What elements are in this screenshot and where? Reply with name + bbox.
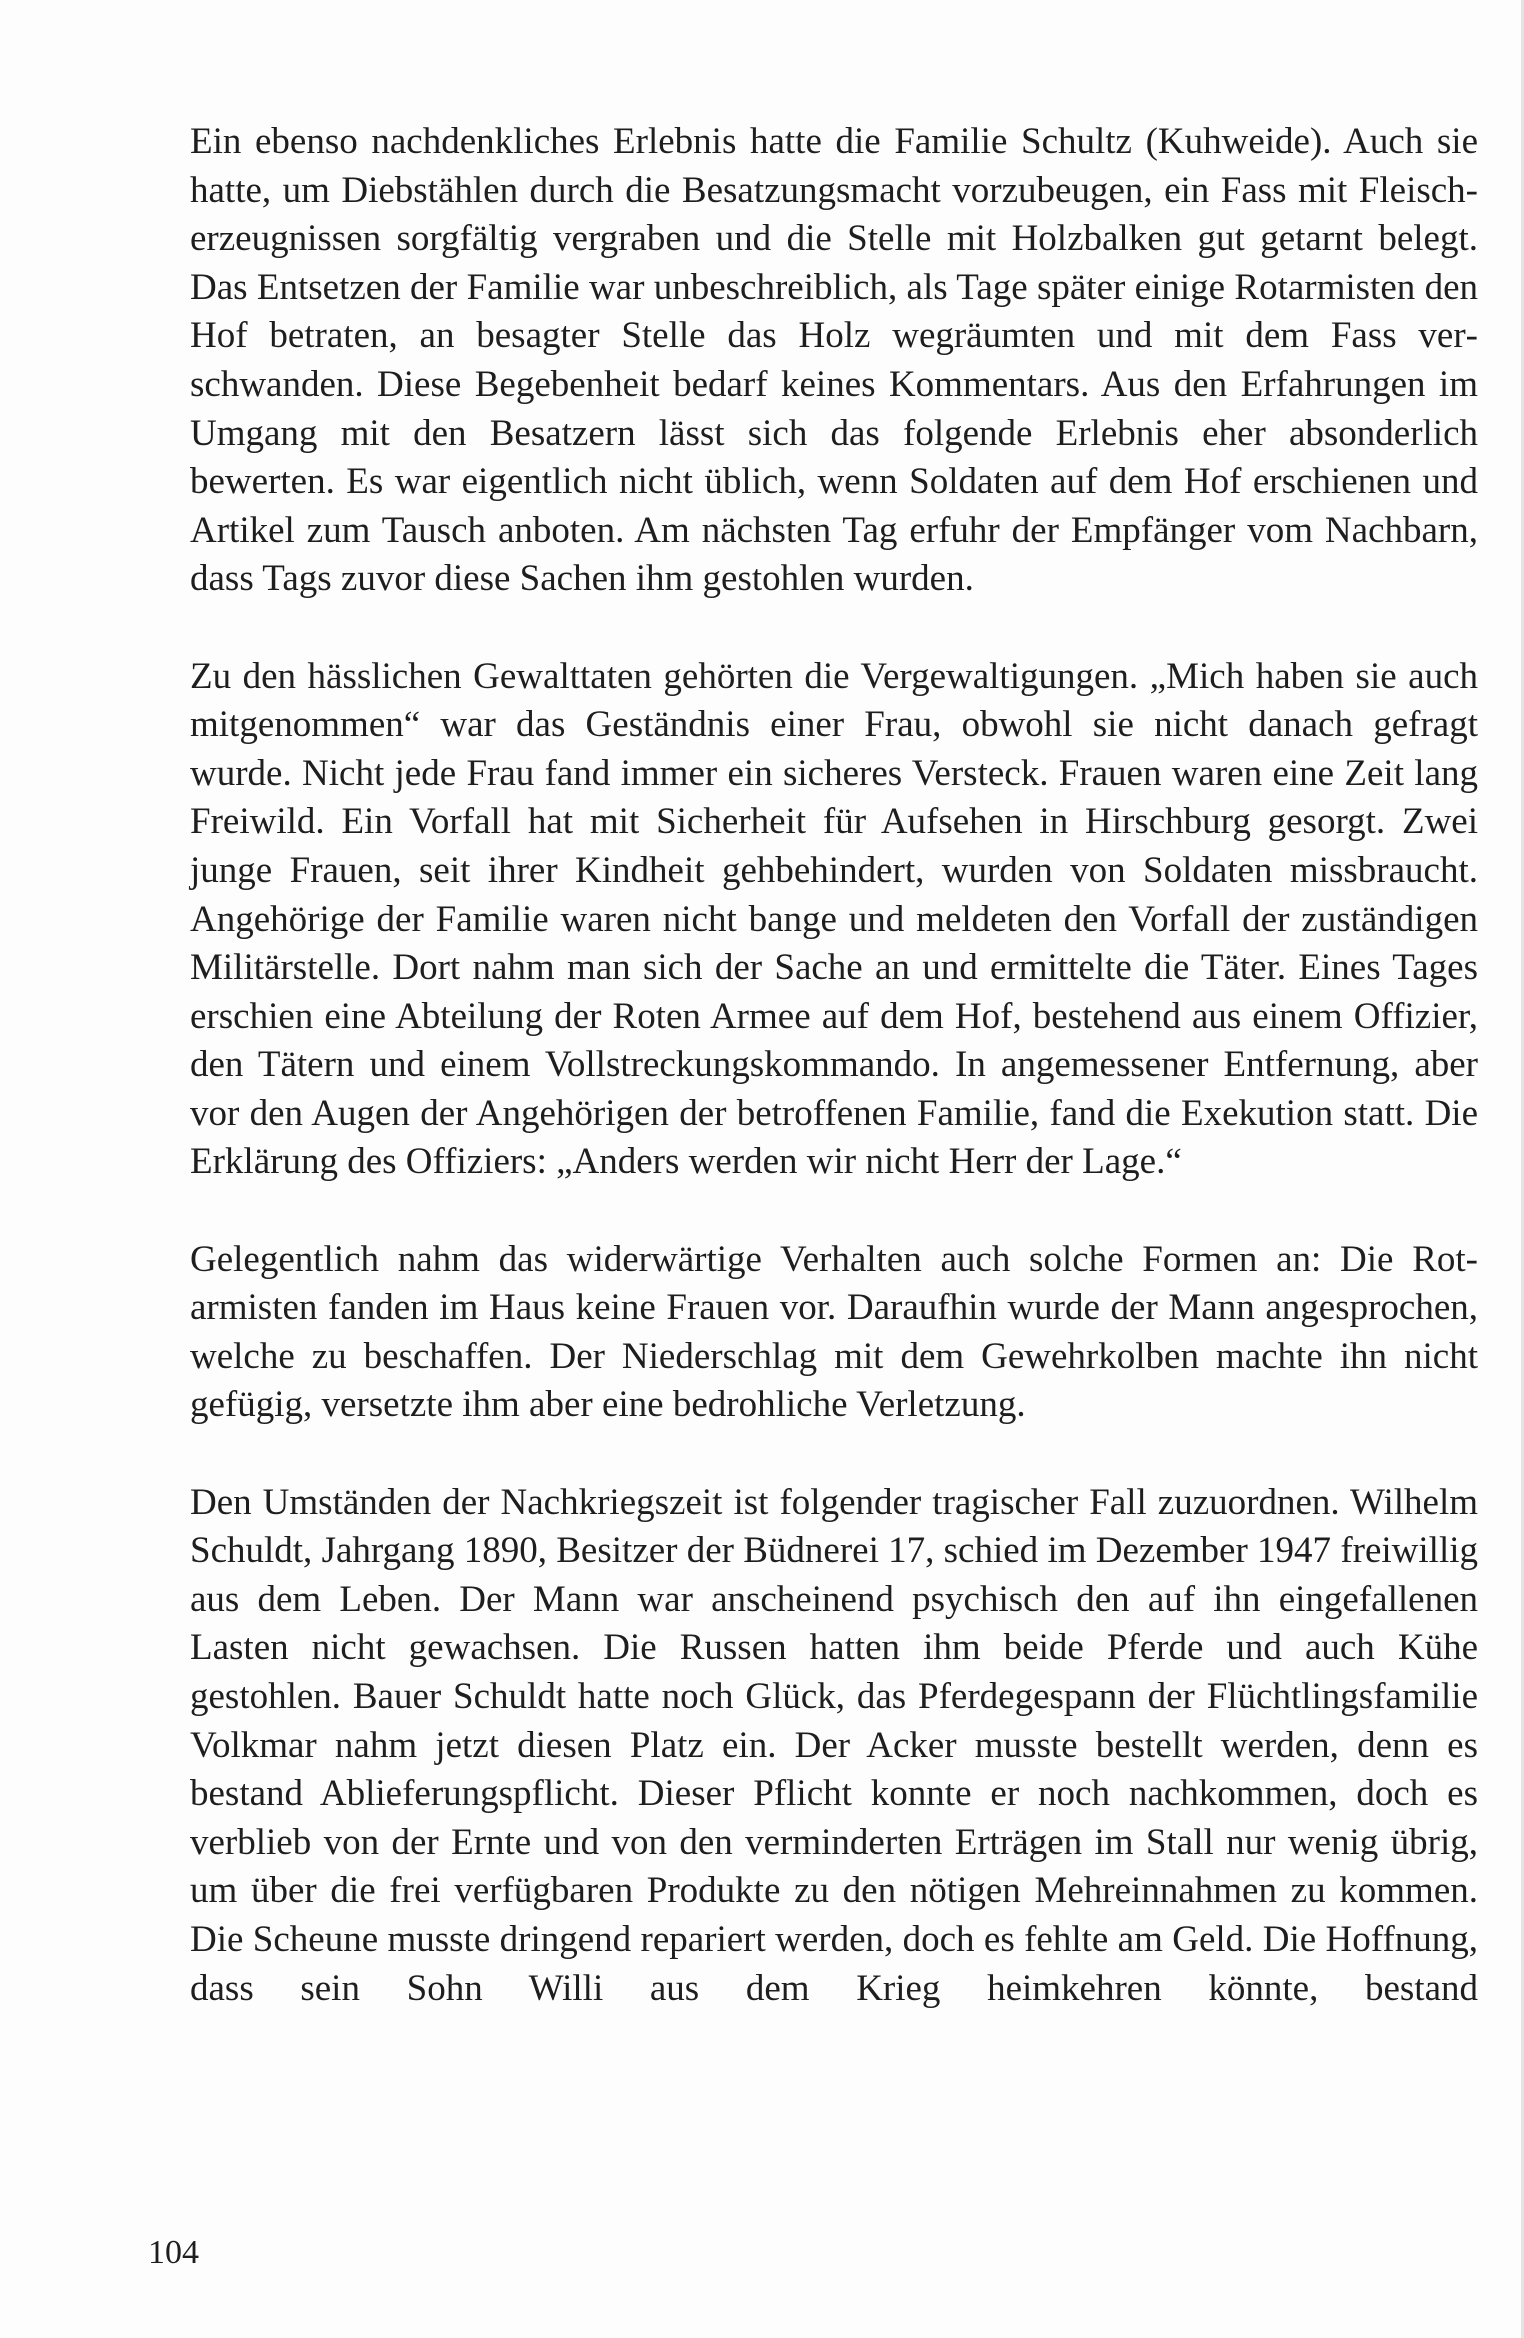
paragraph-gewalttaten: Zu den hässlichen Gewalttaten gehörten die Vergewaltigungen. „Mich haben sie auch mitgenommen“ war das Geständnis einer Frau, obwohl sie nicht danach gefragt wurde. Nicht jede Frau fand immer ein sicheres Versteck. Frauen waren eine Zeit lang Freiwild. Ein Vorfall hat mit Sicherheit für Aufsehen in Hirschburg gesorgt. Zwei junge Frauen, seit ihrer Kindheit gehbehindert, wurden von Soldaten missbraucht. Angehörige der Familie waren nicht bange und meldeten den Vorfall der zuständigen Militärstelle. Dort nahm man sich der Sache an und ermittelte die Täter. Eines Tages erschien eine Abteilung der Roten Armee auf dem Hof, bestehend aus einem Offizier, den Tätern und einem Vollstreckungskommando. In angemessener Entfernung, aber vor den Augen der Angehörigen der betroffenen Familie, fand die Exekution statt. Die Erklärung des Offiziers: „Anders werden wir nicht Herr der Lage.“ bbox=[190, 655, 1478, 1183]
paragraph-schultz-fass: Ein ebenso nachdenkliches Erlebnis hatte die Familie Schultz (Kuhweide). Auch sie hatte, um Diebstählen durch die Besatzungsmacht vorzubeugen, ein Fass mit Fleischerzeugnissen sorgfältig vergraben und die Stelle mit Holzbalken gut getarnt belegt. Das Entsetzen der Familie war unbeschreiblich, als Tage später einige Rotarmisten den Hof betraten, an besagter Stelle das Holz wegräumten und mit dem Fass verschwanden. Diese Begebenheit bedarf keines Kommentars. Aus den Erfahrungen im Umgang mit den Besatzern lässt sich das folgende Erlebnis eher absonderlich bewerten. Es war eigentlich nicht üblich, wenn Soldaten auf dem Hof erschienen und Artikel zum Tausch anboten. Am nächsten Tag erfuhr der Empfänger vom Nachbarn, dass Tags zuvor diese Sachen ihm gestohlen wurden. bbox=[190, 121, 1478, 600]
body-text bbox=[190, 118, 1478, 2013]
paragraph-rotarmisten: Gelegentlich nahm das widerwärtige Verhalten auch solche Formen an: Die Rotarmisten fanden im Haus keine Frauen vor. Daraufhin wurde der Mann angesprochen, welche zu beschaffen. Der Niederschlag mit dem Gewehrkolben machte ihn nicht gefügig, versetzte ihm aber eine bedrohliche Verletzung. bbox=[190, 1238, 1478, 1426]
paragraph-schuldt: Den Umständen der Nachkriegszeit ist folgender tragischer Fall zuzuordnen. Wilhelm Schuldt, Jahrgang 1890, Besitzer der Büdnerei 17, schied im Dezember 1947 freiwillig aus dem Leben. Der Mann war anscheinend psychisch den auf ihn eingefallenen Lasten nicht gewachsen. Die Russen hatten ihm beide Pferde und auch Kühe gestohlen. Bauer Schuldt hatte noch Glück, das Pferdegespann der Flüchtlingsfamilie Volkmar nahm jetzt diesen Platz ein. Der Acker musste bestellt werden, denn es bestand Ablieferungspflicht. Dieser Pflicht konnte er noch nachkommen, doch es verblieb von der Ernte und von den verminderten Erträgen im Stall nur wenig übrig, um über die frei verfügbaren Produkte zu den nötigen Mehreinnahmen zu kommen. Die Scheune musste dringend repariert werden, doch es fehlte am Geld. Die Hoffnung, dass sein Sohn Willi aus dem Krieg heimkehren könnte, bestand bbox=[190, 1481, 1478, 2009]
page-number: 104 bbox=[148, 2234, 199, 2271]
